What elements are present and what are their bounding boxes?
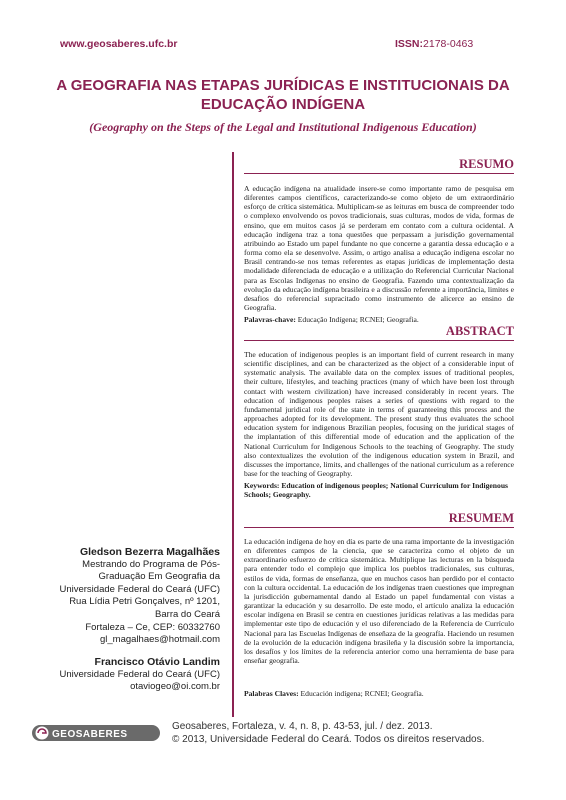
- geosaberes-logo-text: GEOSABERES: [52, 729, 128, 740]
- resumem-text: La educación indígena de hoy en día es parte de una rama importante de la investigación en diferentes campos de la ciencia, que se caracteriza como el objeto de un extraordinario esfuerzo de crítica sistemática. Multiplique las lecturas en la búsqueda para entender todo el complejo que implica los pueblos tradicionales, sus culturas, estilos de vida, formas de enseñanza, que en muchos casos han perdido por el contacto con la cultura occidental. La educación de los indígenas traen cuestiones que impregnan la jurisdicción gubernamental dando al Estado un papel fundamental con vistas a garantizar la educación y su desarrollo. De este modo, el artículo analiza la educación escolar indígena en Brasil se centra en cuestiones jurídicas relativas a las medidas para implementar este tipo de educación y el uso diferenciado de la Referencia de Currículo Nacional para las Escuelas Indígenas de enseñaza de la geografía. Haciendo un resumen de la evolución de la educación indígena brasileña y la discusión sobre la importancia, los desafíos y los límites de la referencia anterior como una herramienta de base para enseñar geografía.: [244, 537, 514, 666]
- resumem-keywords: [244, 689, 514, 698]
- resumo-heading: RESUMO: [459, 157, 514, 171]
- abstract-rule: [244, 340, 514, 341]
- author-1-line: Barra do Ceará: [155, 608, 220, 620]
- abstract-heading: ABSTRACT: [445, 324, 514, 338]
- resumo-text: A educação indígena na atualidade insere-se como importante ramo de pesquisa em diferentes campos científicos, caracterizando-se como objeto de um extraordinário esforço de crítica sistemática. Multiplicam-se as leituras em busca de compreender todo o complexo envolvendo os povos tradicionais, suas culturas, modos de vida, formas de ensino, que em muitos casos já se perderam em contato com a cultura ocidental. A educação indígena traz a tona questões que perpassam a jurisdição governamental atribuindo ao Estado um papel fundante no que concerne a garantia dessa educação e a forma como ela se desenvolve. Assim, o artigo analisa a educação indígena escolar no Brasil centrando-se nos temas referentes as etapas jurídicas de implementação desta modalidade diferenciada de educação e a utilização do Referencial Curricular Nacional para as Escolas Indígenas no ensino de Geografia. Fazendo uma contextualização da evolução da educação indígena brasileira e a discussão referente a importância, limites e desafios do referencial supracitado como instrumento de alicerce ao ensino de Geografia.: [244, 184, 514, 313]
- abstract-keywords: [244, 481, 514, 499]
- resumem-keywords-value: Educación indígena; RCNEI; Geografía.: [298, 689, 424, 698]
- issn: [395, 38, 473, 50]
- journal-website[interactable]: www.geosaberes.ufc.br: [60, 38, 178, 50]
- article-title: [40, 76, 526, 114]
- article-subtitle: (Geography on the Steps of the Legal and Institutional Indigenous Education): [89, 120, 477, 134]
- article-title-line2: EDUCAÇÃO INDÍGENA: [200, 96, 366, 113]
- resumem-rule: [244, 527, 514, 528]
- author-1-name: Gledson Bezerra Magalhães: [79, 546, 220, 558]
- author-2: [40, 656, 220, 694]
- author-2-email[interactable]: otaviogeo@oi.com.br: [130, 681, 220, 693]
- author-2-line: Universidade Federal do Ceará (UFC): [59, 668, 220, 680]
- vertical-divider: [232, 152, 234, 717]
- abstract-keywords-label: Keywords:: [244, 481, 280, 490]
- resumo-keywords: [244, 315, 514, 324]
- author-1-email[interactable]: gl_magalhaes@hotmail.com: [99, 634, 220, 646]
- resumem-heading: RESUMEM: [448, 511, 514, 525]
- author-1-line: Mestrando do Programa de Pós-: [82, 558, 220, 570]
- geosaberes-logo: [32, 722, 160, 744]
- abstract-keywords-value: Education of indigenous peoples; National Curriculum for Indigenous Schools; Geography.: [244, 481, 508, 500]
- article-title-line1: A GEOGRAFIA NAS ETAPAS JURÍDICAS E INSTITUCIONAIS DA: [56, 77, 510, 94]
- footer-line1: Geosaberes, Fortaleza, v. 4, n. 8, p. 43-53, jul. / dez. 2013.: [172, 721, 433, 732]
- author-1-line: Universidade Federal do Ceará (UFC): [59, 583, 220, 595]
- footer-citation: [172, 720, 484, 746]
- issn-label: ISSN:: [395, 38, 424, 50]
- author-1-line: Fortaleza – Ce, CEP: 60332760: [85, 621, 220, 633]
- author-2-name: Francisco Otávio Landim: [94, 656, 220, 668]
- footer-line2: © 2013, Universidade Federal do Ceará. Todos os direitos reservados.: [172, 734, 485, 745]
- author-1-line: Rua Lídia Petri Gonçalves, nº 1201,: [69, 596, 220, 608]
- author-1: [40, 546, 220, 647]
- abstract-text: The education of indigenous peoples is an important field of current research in many scientific disciplines, and can be characterized as the object of a considerable input of systematic analysis. The available data on the complex issues of traditional peoples, their culture, lifestyles, and teaching practices (many of which have been lost through contact with western civilization) have increased considerably in recent years. The education of indigenous peoples raises a series of questions with regard to the fundamental juridical role of the state in terms of guaranteeing this process and the approaches adopted for its development. The present study thus evaluates the school education system for indigenous Brazilian peoples, focusing on the juridical stages of the implantation of this differential mode of education and the application of the National Curriculum for Indigenous Schools to the teaching of Geography. The study also contextualizes the evolution of the indigenous education system in Brazil, and discusses the importance, limits, and challenges of the national curriculum as a reference base for the teaching of Geography.: [244, 350, 514, 479]
- author-1-line: Graduação Em Geografia da: [98, 571, 220, 583]
- resumem-keywords-label: Palabras Claves:: [244, 689, 299, 698]
- resumo-rule: [244, 173, 514, 174]
- resumo-keywords-value: Educação Indígena; RCNEI; Geografia.: [295, 315, 419, 324]
- issn-value: 2178-0463: [423, 38, 474, 50]
- resumo-keywords-label: Palavras-chave:: [244, 315, 296, 324]
